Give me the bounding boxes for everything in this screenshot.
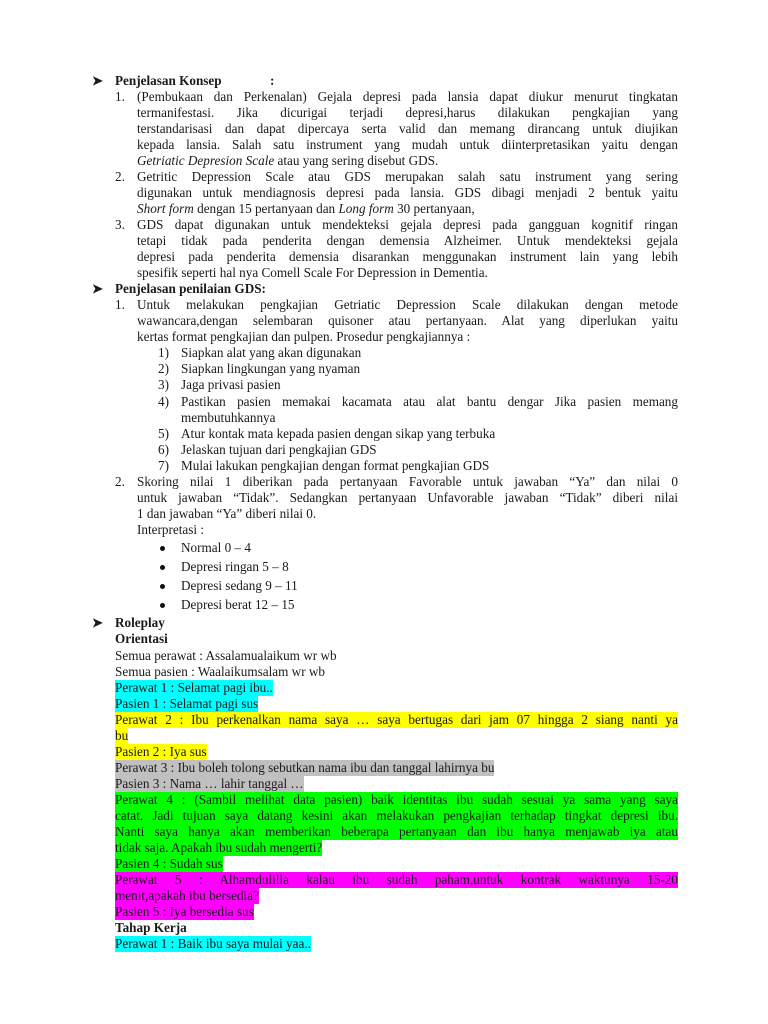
dialogue-line bbox=[115, 776, 304, 792]
paragraph-line: terstandarisasi dan dapat dipercaya serta valid dan memang dirancang untuk diujikan bbox=[137, 121, 678, 136]
bullet-dot-icon bbox=[160, 565, 165, 570]
text-span: 30 pertanyaan, bbox=[393, 201, 475, 216]
bullet-dot-icon bbox=[160, 603, 165, 608]
dialogue-line: catat. Jadi tujuan saya datang kesini akan melakukan pengkajian terhadap tingkat depresi ibu. bbox=[115, 808, 678, 823]
highlighted-text: Perawat 1 : Baik ibu saya mulai yaa.. bbox=[115, 936, 311, 951]
dialogue-line bbox=[115, 888, 259, 904]
paragraph-line: Untuk melakukan pengkajian Getriatic Depression Scale dilakukan dengan metode bbox=[137, 297, 678, 312]
paragraph-line: digunakan untuk mendiagnosis depresi pada lansia. GDS dibagi menjadi 2 bentuk yaitu bbox=[137, 185, 678, 200]
interpretation-item: Depresi berat 12 – 15 bbox=[181, 597, 295, 612]
italic-term: Short form bbox=[137, 201, 194, 216]
section-title-colon: : bbox=[270, 73, 275, 88]
highlighted-text: bu bbox=[115, 728, 129, 743]
dialogue-line bbox=[115, 696, 258, 712]
bullet-dot-icon bbox=[160, 546, 165, 551]
subheading-tahap-kerja: Tahap Kerja bbox=[115, 920, 187, 935]
dialogue-line: Nanti saya hanya akan memberikan beberapa pertanyaan dan ibu hanya menjawab iya atau bbox=[115, 824, 678, 839]
step-number: 2) bbox=[158, 361, 169, 376]
dialogue-line: Perawat 5 : Alhamdulilla kalau ibu sudah paham,untuk kontrak waktunya 15-20 bbox=[115, 872, 678, 887]
step-text: membutuhkannya bbox=[181, 410, 276, 425]
italic-term: Long form bbox=[338, 201, 394, 216]
step-text: Mulai lakukan pengkajian dengan format pengkajian GDS bbox=[181, 458, 490, 473]
paragraph-line: termanifestasi. Jika dicurigai terjadi depresi,harus dilakukan pengkajian yang bbox=[137, 105, 678, 120]
paragraph-line: Skoring nilai 1 diberikan pada pertanyaan Favorable untuk jawaban “Ya” dan nilai 0 bbox=[137, 474, 678, 489]
dialogue-line bbox=[115, 744, 207, 760]
step-number: 5) bbox=[158, 426, 169, 441]
paragraph-line: tetapi tidak pada penderita dengan demensia Alzheimer. Untuk mendekteksi gejala bbox=[137, 233, 678, 248]
highlighted-text: tidak saja. Apakah ibu sudah mengerti? bbox=[115, 840, 323, 855]
dialogue-line bbox=[115, 936, 311, 952]
step-number: 1) bbox=[158, 345, 169, 360]
paragraph-line bbox=[137, 201, 475, 217]
subheading-orientasi: Orientasi bbox=[115, 631, 168, 646]
highlighted-text: Pasien 3 : Nama … lahir tanggal … bbox=[115, 776, 304, 791]
list-number: 2. bbox=[115, 474, 125, 489]
bullet-dot-icon bbox=[160, 584, 165, 589]
step-number: 4) bbox=[158, 394, 169, 409]
text-span: dengan 15 pertanyaan dan bbox=[193, 201, 339, 216]
italic-term: Getriatic Depresion Scale bbox=[137, 153, 275, 168]
interpretation-item: Normal 0 – 4 bbox=[181, 540, 251, 555]
paragraph-line: untuk jawaban “Tidak”. Sedangkan pertanyaan Unfavorable jawaban “Tidak” diberi nilai bbox=[137, 490, 678, 505]
dialogue-line bbox=[115, 760, 494, 776]
step-text: Jaga privasi pasien bbox=[181, 377, 281, 392]
arrow-bullet-icon: ➤ bbox=[92, 73, 103, 88]
highlighted-text: Pasien 5 : Iya bersedia sus bbox=[115, 904, 254, 919]
dialogue-line: Semua pasien : Waalaikumsalam wr wb bbox=[115, 664, 326, 679]
step-text: Atur kontak mata kepada pasien dengan sikap yang terbuka bbox=[181, 426, 496, 441]
step-number: 7) bbox=[158, 458, 169, 473]
dialogue-line bbox=[115, 904, 254, 920]
dialogue-line bbox=[115, 840, 322, 856]
section-title-gds: Penjelasan penilaian GDS: bbox=[115, 281, 266, 296]
step-text: Jelaskan tujuan dari pengkajian GDS bbox=[181, 442, 377, 457]
highlighted-text: Perawat 1 : Selamat pagi ibu.. bbox=[115, 680, 273, 695]
paragraph-line: kertas format pengkajian dan pulpen. Prosedur pengkajiannya : bbox=[137, 329, 471, 344]
list-number: 1. bbox=[115, 89, 125, 104]
dialogue-line: Semua perawat : Assalamualaikum wr wb bbox=[115, 648, 337, 663]
highlighted-text: Pasien 4 : Sudah sus bbox=[115, 856, 223, 871]
paragraph-line: wawancara,dengan selembaran quisoner atau pertanyaan. Alat yang diperlukan yaitu bbox=[137, 313, 678, 328]
paragraph-line: Getritic Depression Scale atau GDS merupakan salah satu instrument yang sering bbox=[137, 169, 678, 184]
interpretation-label: Interpretasi : bbox=[137, 522, 205, 537]
list-number: 1. bbox=[115, 297, 125, 312]
paragraph-line: 1 dan jawaban “Ya” diberi nilai 0. bbox=[137, 506, 317, 521]
section-title-konsep: Penjelasan Konsep bbox=[115, 73, 222, 88]
dialogue-line bbox=[115, 856, 223, 872]
dialogue-line: Perawat 2 : Ibu perkenalkan nama saya … saya bertugas dari jam 07 hingga 2 siang nanti ya bbox=[115, 712, 678, 727]
arrow-bullet-icon: ➤ bbox=[92, 615, 103, 630]
paragraph-line: kepada lansia. Salah satu instrument yang mudah untuk diinterpretasikan yaitu dengan bbox=[137, 137, 678, 152]
section-title-roleplay: Roleplay bbox=[115, 615, 165, 630]
arrow-bullet-icon: ➤ bbox=[92, 281, 103, 296]
dialogue-line: Perawat 4 : (Sambil melihat data pasien) baik identitas ibu sudah sesuai ya sama yang saya bbox=[115, 792, 678, 807]
highlighted-text: Pasien 1 : Selamat pagi sus bbox=[115, 696, 259, 711]
dialogue-line bbox=[115, 728, 128, 744]
highlighted-text: Pasien 2 : Iya sus bbox=[115, 744, 207, 759]
paragraph-line bbox=[137, 153, 438, 169]
paragraph-line: (Pembukaan dan Perkenalan) Gejala depresi pada lansia dapat diukur menurut tingkatan bbox=[137, 89, 678, 104]
dialogue-line bbox=[115, 680, 273, 696]
highlighted-text: Perawat 3 : Ibu boleh tolong sebutkan nama ibu dan tanggal lahirnya bu bbox=[115, 760, 495, 775]
step-number: 6) bbox=[158, 442, 169, 457]
list-number: 3. bbox=[115, 217, 125, 232]
step-text: Siapkan lingkungan yang nyaman bbox=[181, 361, 361, 376]
interpretation-item: Depresi ringan 5 – 8 bbox=[181, 559, 289, 574]
paragraph-line: spesifik seperti hal nya Comell Scale For Depression in Dementia. bbox=[137, 265, 488, 280]
paragraph-line: depresi pada penderita demensia disarankan menggunakan instrument lain yang lebih bbox=[137, 249, 678, 264]
paragraph-line: GDS dapat digunakan untuk mendekteksi gejala depresi pada gangguan kognitif ringan bbox=[137, 217, 678, 232]
step-text: Siapkan alat yang akan digunakan bbox=[181, 345, 362, 360]
text-span: atau yang sering disebut GDS. bbox=[274, 153, 439, 168]
list-number: 2. bbox=[115, 169, 125, 184]
highlighted-text: menit,apakah ibu bersedia? bbox=[115, 888, 259, 903]
step-text: Pastikan pasien memakai kacamata atau alat bantu dengar Jika pasien memang bbox=[181, 394, 678, 409]
interpretation-item: Depresi sedang 9 – 11 bbox=[181, 578, 298, 593]
step-number: 3) bbox=[158, 377, 169, 392]
